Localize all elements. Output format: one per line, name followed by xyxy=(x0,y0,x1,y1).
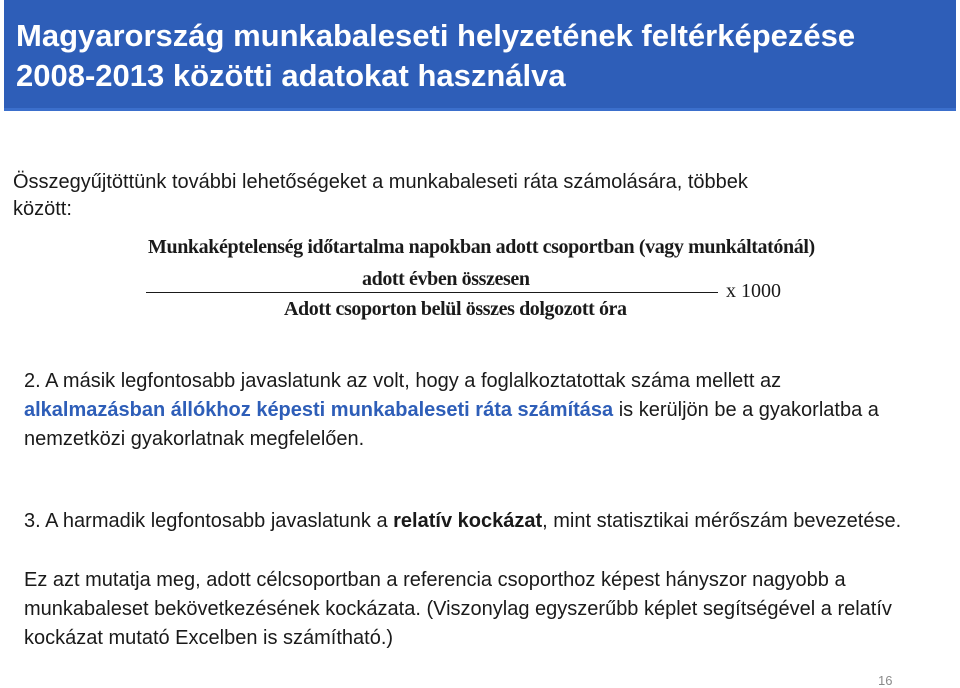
intro-line-1: Összegyűjtöttünk további lehetőségeket a munkabaleseti ráta számolására, többek xyxy=(13,171,748,193)
intro-text xyxy=(13,169,933,223)
title-line-2: 2008-2013 közötti adatokat használva xyxy=(16,58,566,93)
paragraph-3-highlight: relatív kockázat xyxy=(393,510,543,532)
formula-numerator-line-1: Munkaképtelenség időtartalma napokban adott csoportban (vagy munkáltatónál) xyxy=(148,236,815,258)
paragraph-2 xyxy=(24,367,924,454)
paragraph-2-text-b: is kerüljön be a gyakorlatba a nemzetközi gyakorlatnak megfelelően. xyxy=(24,399,879,450)
title-line-1: Magyarország munkabaleseti helyzetének feltérképezése xyxy=(16,18,856,53)
paragraph-3-text-a: 3. A harmadik legfontosabb javaslatunk a xyxy=(24,510,394,532)
page-title xyxy=(16,16,946,96)
page-number: 16 xyxy=(878,673,893,688)
title-bar xyxy=(4,0,956,111)
paragraph-2-highlight: alkalmazásban állókhoz képesti munkabaleseti ráta számítása xyxy=(24,399,614,421)
formula-denominator: Adott csoporton belül összes dolgozott óra xyxy=(284,298,627,320)
paragraph-2-text-a: 2. A másik legfontosabb javaslatunk az volt, hogy a foglalkoztatottak száma mellett az xyxy=(24,370,782,392)
formula xyxy=(140,236,815,326)
formula-multiplier: x 1000 xyxy=(726,280,781,302)
intro-line-2: között: xyxy=(13,198,72,220)
formula-numerator-line-2: adott évben összesen xyxy=(362,268,530,290)
paragraph-3 xyxy=(24,507,924,536)
paragraph-4: Ez azt mutatja meg, adott célcsoportban a referencia csoporthoz képest hányszor nagyobb a munkabaleset bekövetkezésének kockázata. (Viszonylag egyszerűbb képlet segítségével a relatív kockázat mutató Excelben is számítható.) xyxy=(24,569,892,649)
paragraph-3-text-b: , mint statisztikai mérőszám bevezetése. xyxy=(542,510,902,532)
fraction-line xyxy=(146,292,718,293)
